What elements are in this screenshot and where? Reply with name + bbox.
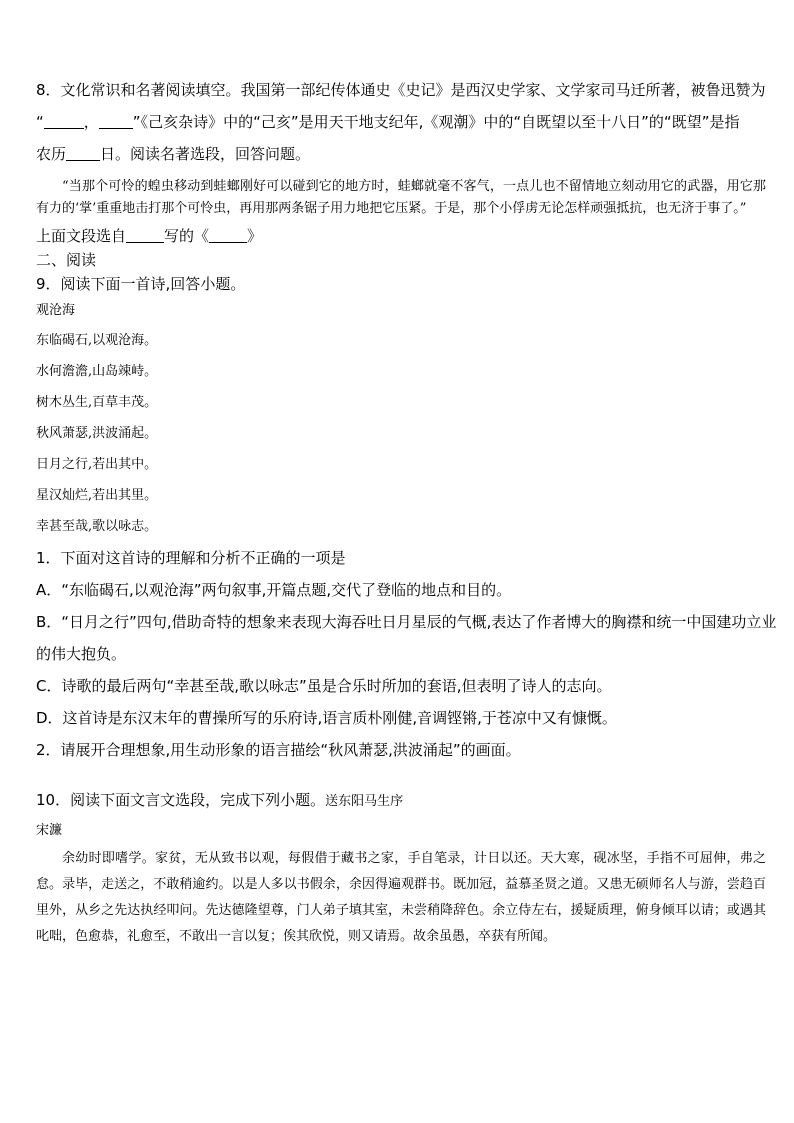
- q8-source-end: 》: [247, 227, 263, 245]
- poem-line: 星汉灿烂,若出其里。: [36, 488, 158, 503]
- answer-blank: [209, 228, 247, 243]
- answer-blank: [126, 228, 164, 243]
- q9-intro: 9．阅读下面一首诗,回答小题。: [36, 275, 246, 293]
- q8-line2-comma: ，: [83, 113, 99, 131]
- q10-intro-line: [36, 790, 766, 812]
- poem-title: 观沧海: [36, 303, 76, 318]
- q9-option-b: B．“日月之行”四句,借助奇特的想象来表现大海吞吐日月星辰的气概,表达了作者博大的胸襟和统一中国建功立业: [36, 613, 777, 631]
- q8-line3-prefix: 农历: [36, 145, 67, 163]
- q10-passage: 余幼时即嗜学。家贫，无从致书以观，每假借于藏书之家，手自笔录，计日以还。天大寒，砚冰坚，手指不可屈伸，弗之怠。录毕，走送之，不敢稍逾约。以是人多以书假余，余因得遍观群书。既加冠，益慕圣贤之道。又患无硕师名人与游，尝趋百里外，从乡之先达执经叩问。先达德隆望尊，门人弟子填其室，未尝稍降辞色。余立侍左右，援疑质理，俯身倾耳以请；或遇其叱咄，色愈恭，礼愈至，不敢出一言以复；俟其欣悦，则又请焉。故余虽愚，卒获有所闻。: [36, 851, 766, 944]
- section-heading-reading: 二、阅读: [36, 251, 97, 269]
- poem-line: 东临碣石,以观沧海。: [36, 333, 158, 348]
- poem-line: 日月之行,若出其中。: [36, 457, 158, 472]
- exam-page: [36, 78, 777, 950]
- q9-sub2-question: 2．请展开合理想象,用生动形象的语言描绘“秋风萧瑟,洪波涌起”的画面。: [36, 741, 521, 759]
- q9-sub1-question: 1．下面对这首诗的理解和分析不正确的一项是: [36, 549, 346, 567]
- q9-option-b-cont: 的伟大抱负。: [36, 645, 127, 663]
- q10-passage-title: 送东阳马生序: [325, 794, 404, 809]
- poem-line: 秋风萧瑟,洪波涌起。: [36, 426, 158, 441]
- answer-blank: [99, 114, 133, 129]
- q8-line2: [36, 112, 766, 132]
- answer-blank: [66, 146, 100, 161]
- q8-excerpt-quote: “当那个可怜的蝗虫移动到蛙螂刚好可以碰到它的地方时，蛙螂就毫不客气，一点儿也不留情地立刻动用它的武器，用它那有力的‘掌’重重地击打那个可怜虫，再用那两条锯子用力地把它压紧。于是，那个小俘虏无论怎样顽强抵抗，也无济于事了。”: [36, 179, 766, 216]
- q10-author: 宋濂: [36, 823, 63, 838]
- answer-blank: [44, 114, 84, 129]
- q9-option-a: A．“东临碣石,以观沧海”两句叙事,开篇点题,交代了登临的地点和目的。: [36, 581, 512, 599]
- q8-line1: 8．文化常识和名著阅读填空。我国第一部纪传体通史《史记》是西汉史学家、文学家司马迁所著，被鲁迅赞为: [36, 81, 766, 99]
- q8-source-mid: 写的《: [164, 227, 210, 245]
- q8-source-line: [36, 226, 766, 246]
- q8-line2-open-quote: “: [36, 113, 44, 131]
- q8-source-prefix: 上面文段选自: [36, 227, 127, 245]
- q8-line3: [36, 144, 766, 164]
- q9-option-d: D．这首诗是东汉末年的曹操所写的乐府诗,语言质朴刚健,音调铿锵,于苍凉中又有慷慨。: [36, 709, 617, 727]
- poem-line: 水何澹澹,山岛竦峙。: [36, 364, 158, 379]
- q10-intro: 10．阅读下面文言文选段，完成下列小题。: [36, 791, 326, 809]
- poem-line: 树木丛生,百草丰茂。: [36, 395, 158, 410]
- q8-line3-suffix: 日。阅读名著选段，回答问题。: [100, 145, 311, 163]
- poem-line: 幸甚至哉,歌以咏志。: [36, 519, 158, 534]
- q9-option-c: C．诗歌的最后两句“幸甚至哉,歌以咏志”虽是合乐时所加的套语,但表明了诗人的志向。: [36, 677, 612, 695]
- q8-line2-rest: ”《己亥杂诗》中的“己亥”是用天干地支纪年,《观潮》中的“自既望以至十八日”的“既望”是指: [132, 113, 740, 131]
